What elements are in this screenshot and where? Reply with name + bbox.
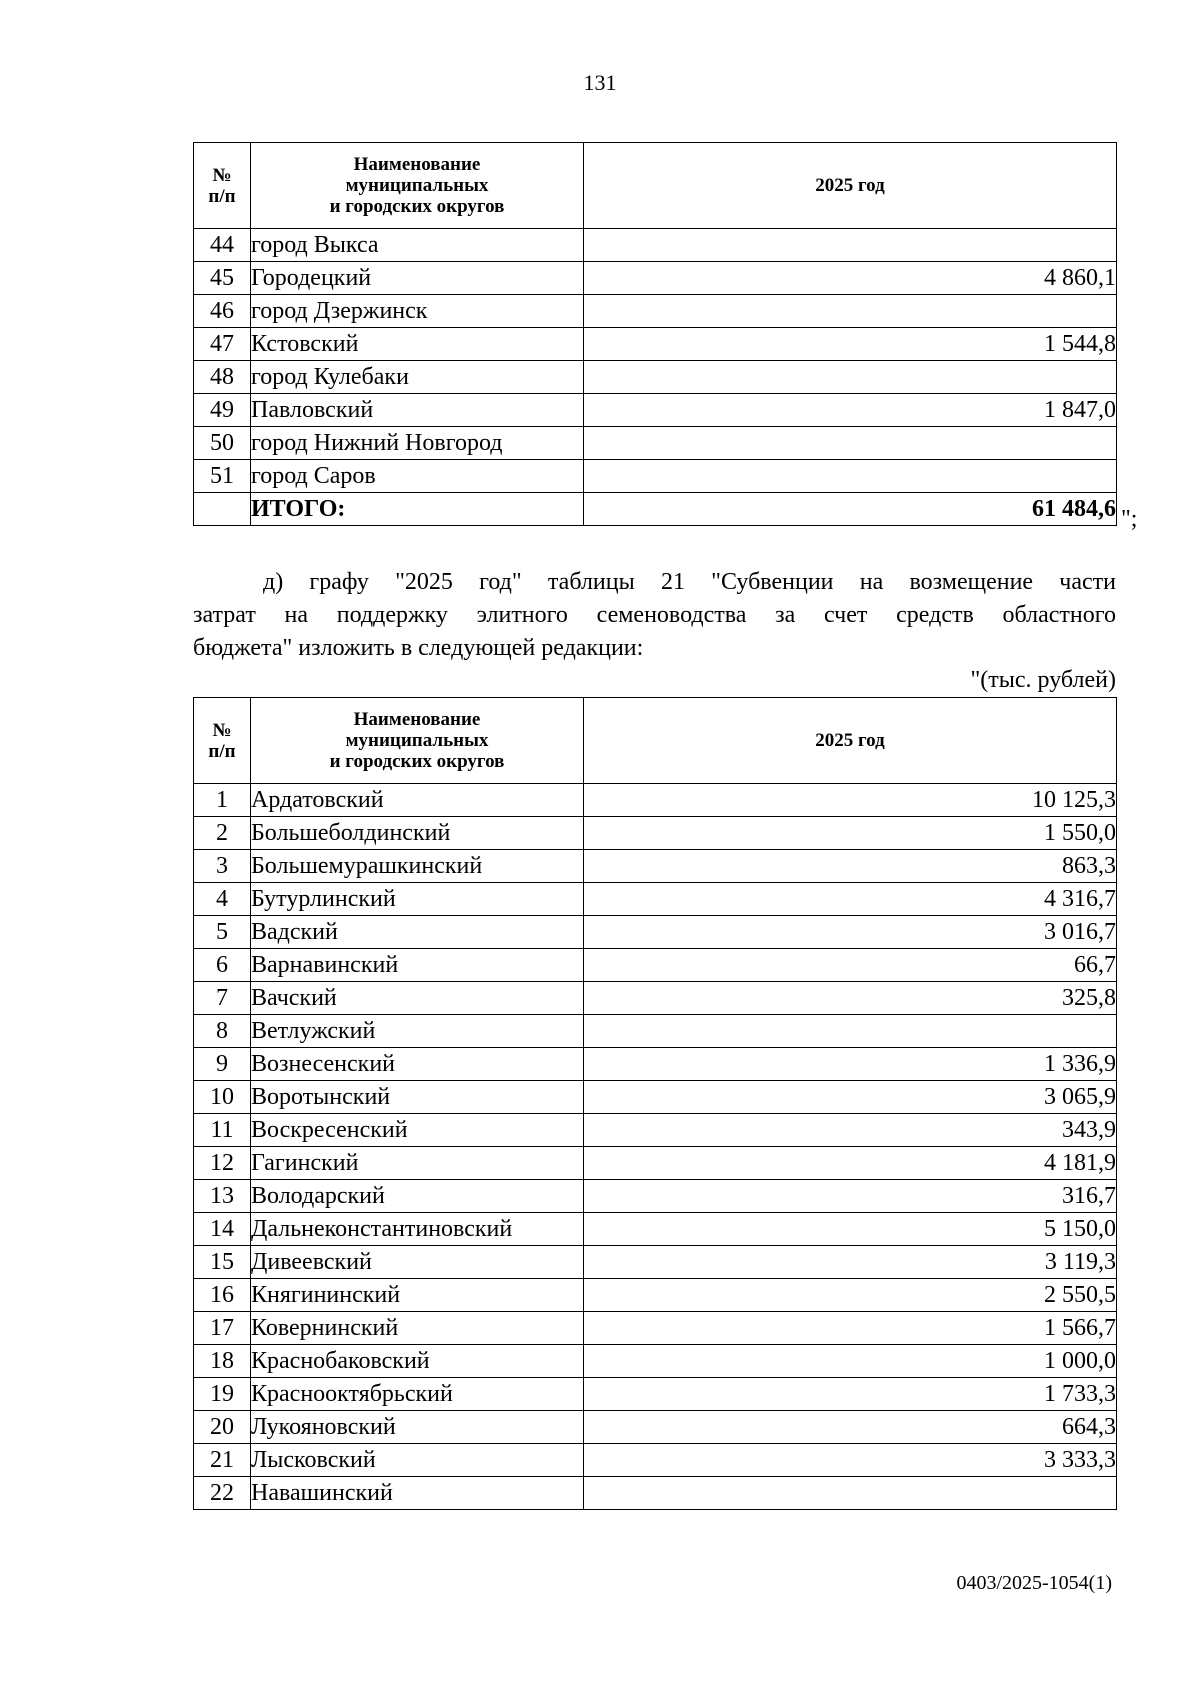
table-row <box>194 1444 1117 1477</box>
row-number: 14 <box>194 1213 251 1246</box>
row-district-name: Дивеевский <box>251 1246 584 1279</box>
row-number: 3 <box>194 850 251 883</box>
table-row <box>194 1081 1117 1114</box>
row-value: 3 016,7 <box>584 916 1117 949</box>
row-number: 16 <box>194 1279 251 1312</box>
paragraph-line-2: затрат на поддержку элитного семеноводства за счет средств областного <box>193 602 1116 628</box>
table-row <box>194 982 1117 1015</box>
table-row <box>194 1048 1117 1081</box>
row-number: 22 <box>194 1477 251 1510</box>
row-value: 4 316,7 <box>584 883 1117 916</box>
row-number: 51 <box>194 460 251 493</box>
row-district-name: Лукояновский <box>251 1411 584 1444</box>
table-row <box>194 1345 1117 1378</box>
table-row <box>194 1411 1117 1444</box>
row-number: 4 <box>194 883 251 916</box>
table-row <box>194 328 1117 361</box>
row-district-name: Вачский <box>251 982 584 1015</box>
row-district-name: Ковернинский <box>251 1312 584 1345</box>
row-district-name: Большеболдинский <box>251 817 584 850</box>
row-district-name: Варнавинский <box>251 949 584 982</box>
row-number: 45 <box>194 262 251 295</box>
table-district-totals <box>193 142 1117 526</box>
table-row <box>194 1015 1117 1048</box>
row-value: 1 847,0 <box>584 394 1117 427</box>
row-value: 316,7 <box>584 1180 1117 1213</box>
row-district-name: Ардатовский <box>251 784 584 817</box>
row-number: 48 <box>194 361 251 394</box>
table-row <box>194 1246 1117 1279</box>
row-value: 5 150,0 <box>584 1213 1117 1246</box>
units-label: "(тыс. рублей) <box>970 667 1116 693</box>
row-number: 13 <box>194 1180 251 1213</box>
row-value: 1 544,8 <box>584 328 1117 361</box>
paragraph-line-1: д) графу "2025 год" таблицы 21 "Субвенции на возмещение части <box>263 569 1116 595</box>
table-row <box>194 1378 1117 1411</box>
table-row <box>194 295 1117 328</box>
row-district-name: Ветлужский <box>251 1015 584 1048</box>
row-district-name: Лысковский <box>251 1444 584 1477</box>
row-value: 1 550,0 <box>584 817 1117 850</box>
row-district-name: город Саров <box>251 460 584 493</box>
table-row <box>194 460 1117 493</box>
row-value: 3 065,9 <box>584 1081 1117 1114</box>
table-row <box>194 1180 1117 1213</box>
row-number: 2 <box>194 817 251 850</box>
row-value: 4 860,1 <box>584 262 1117 295</box>
row-value: 664,3 <box>584 1411 1117 1444</box>
paragraph-line-3: бюджета" изложить в следующей редакции: <box>193 635 644 661</box>
row-number: 50 <box>194 427 251 460</box>
table-row <box>194 1279 1117 1312</box>
row-district-name: Вадский <box>251 916 584 949</box>
row-district-name: город Выкса <box>251 229 584 262</box>
row-value <box>584 427 1117 460</box>
row-district-name: город Кулебаки <box>251 361 584 394</box>
row-district-name: Воротынский <box>251 1081 584 1114</box>
row-value: 325,8 <box>584 982 1117 1015</box>
row-district-name: Павловский <box>251 394 584 427</box>
row-value <box>584 460 1117 493</box>
row-number: 12 <box>194 1147 251 1180</box>
table-row <box>194 949 1117 982</box>
header-year: 2025 год <box>584 698 1117 784</box>
total-row <box>194 493 1117 526</box>
row-number: 8 <box>194 1015 251 1048</box>
table-row <box>194 361 1117 394</box>
row-district-name: город Дзержинск <box>251 295 584 328</box>
header-name: Наименование муниципальных и городских округов <box>251 143 584 229</box>
row-district-name: город Нижний Новгород <box>251 427 584 460</box>
row-value: 1 000,0 <box>584 1345 1117 1378</box>
table-row <box>194 427 1117 460</box>
row-number: 19 <box>194 1378 251 1411</box>
row-number: 18 <box>194 1345 251 1378</box>
row-district-name: Городецкий <box>251 262 584 295</box>
row-district-name: Дальнеконстантиновский <box>251 1213 584 1246</box>
row-district-name: Княгининский <box>251 1279 584 1312</box>
amendment-paragraph <box>193 566 1116 665</box>
row-number: 44 <box>194 229 251 262</box>
row-value: 1 733,3 <box>584 1378 1117 1411</box>
row-number: 15 <box>194 1246 251 1279</box>
row-number: 11 <box>194 1114 251 1147</box>
document-code: 0403/2025-1054(1) <box>956 1572 1112 1594</box>
row-number: 21 <box>194 1444 251 1477</box>
total-num-cell <box>194 493 251 526</box>
row-district-name: Бутурлинский <box>251 883 584 916</box>
row-district-name: Кстовский <box>251 328 584 361</box>
row-district-name: Воскресенский <box>251 1114 584 1147</box>
row-number: 47 <box>194 328 251 361</box>
row-value: 10 125,3 <box>584 784 1117 817</box>
row-number: 49 <box>194 394 251 427</box>
row-district-name: Краснобаковский <box>251 1345 584 1378</box>
row-number: 1 <box>194 784 251 817</box>
table-row <box>194 883 1117 916</box>
table-row <box>194 817 1117 850</box>
row-number: 7 <box>194 982 251 1015</box>
header-num: № п/п <box>194 143 251 229</box>
row-district-name: Краснооктябрьский <box>251 1378 584 1411</box>
page-number: 131 <box>583 70 617 95</box>
table-row <box>194 1312 1117 1345</box>
table-row <box>194 1213 1117 1246</box>
row-value: 3 119,3 <box>584 1246 1117 1279</box>
row-number: 5 <box>194 916 251 949</box>
row-district-name: Гагинский <box>251 1147 584 1180</box>
row-number: 17 <box>194 1312 251 1345</box>
table-row <box>194 1477 1117 1510</box>
row-district-name: Большемурашкинский <box>251 850 584 883</box>
table-row <box>194 784 1117 817</box>
row-number: 9 <box>194 1048 251 1081</box>
table-row <box>194 229 1117 262</box>
row-district-name: Вознесенский <box>251 1048 584 1081</box>
row-value: 4 181,9 <box>584 1147 1117 1180</box>
row-value: 1 336,9 <box>584 1048 1117 1081</box>
table-subventions <box>193 697 1117 1510</box>
row-district-name: Володарский <box>251 1180 584 1213</box>
table-row <box>194 1114 1117 1147</box>
row-number: 46 <box>194 295 251 328</box>
table-row <box>194 916 1117 949</box>
row-value: 2 550,5 <box>584 1279 1117 1312</box>
total-label: ИТОГО: <box>251 493 584 526</box>
total-value: 61 484,6 <box>584 493 1117 526</box>
header-num: № п/п <box>194 698 251 784</box>
table-closing-quote: "; <box>1121 506 1138 532</box>
row-value <box>584 361 1117 394</box>
table-row <box>194 850 1117 883</box>
row-value: 1 566,7 <box>584 1312 1117 1345</box>
row-number: 20 <box>194 1411 251 1444</box>
row-number: 6 <box>194 949 251 982</box>
row-value: 343,9 <box>584 1114 1117 1147</box>
row-value <box>584 229 1117 262</box>
row-value <box>584 1477 1117 1510</box>
row-district-name: Навашинский <box>251 1477 584 1510</box>
header-name: Наименование муниципальных и городских округов <box>251 698 584 784</box>
row-number: 10 <box>194 1081 251 1114</box>
row-value <box>584 295 1117 328</box>
row-value <box>584 1015 1117 1048</box>
table-row <box>194 1147 1117 1180</box>
header-year: 2025 год <box>584 143 1117 229</box>
row-value: 863,3 <box>584 850 1117 883</box>
row-value: 66,7 <box>584 949 1117 982</box>
table-row <box>194 262 1117 295</box>
row-value: 3 333,3 <box>584 1444 1117 1477</box>
table-row <box>194 394 1117 427</box>
